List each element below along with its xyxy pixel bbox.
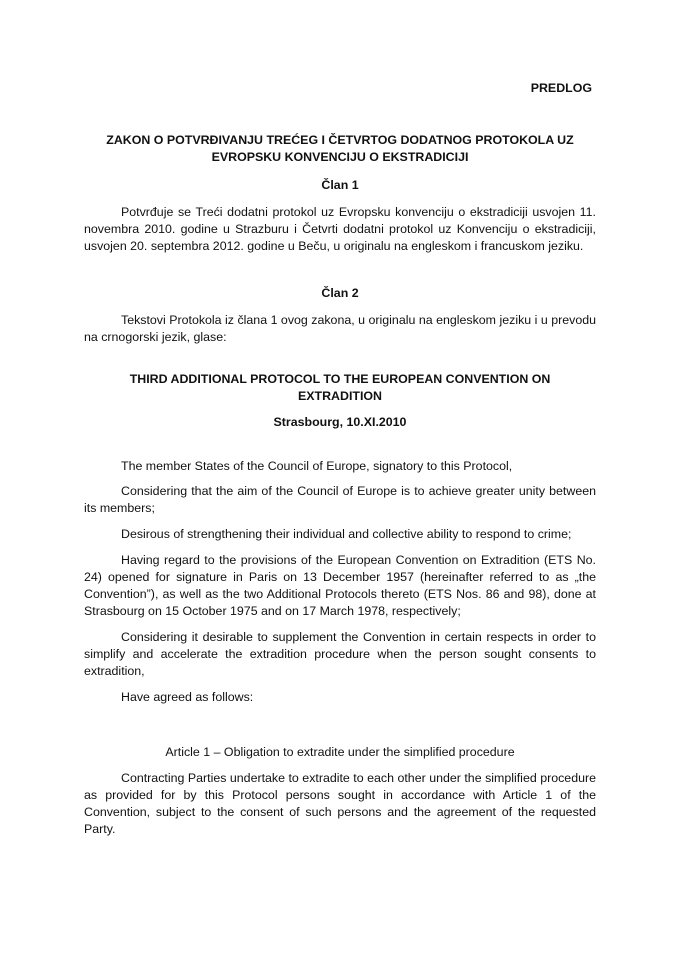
article-heading: Član 1 (321, 178, 359, 192)
protocol-place-date: Strasbourg, 10.XI.2010 (273, 415, 407, 429)
protocol-title-line: EXTRADITION (298, 389, 382, 403)
article-paragraph: Potvrđuje se Treći dodatni protokol uz Evropsku konvenciju o ekstradiciji usvojen 11. novembra 2010. godine u Strazburu i Četvrti dodatni protokol uz Konvenciju o ekstradiciji, usvojen 20. septembra 2012. godine u Beču, u originalu na engleskom i francuskom jeziku. (84, 205, 596, 253)
preamble-paragraph: Having regard to the provisions of the European Convention on Extradition (ETS No. 24) opened for signature in Paris on 13 December 1957 (hereinafter referred to as „the Convention”), as well as the two Additional Protocols thereto (ETS Nos. 86 and 98), done at Strasbourg on 15 October 1975 and on 17 March 1978, respectively; (84, 553, 596, 618)
document-status-label: PREDLOG (530, 81, 592, 95)
preamble-paragraph: Considering it desirable to supplement the Convention in certain respects in order to simplify and accelerate the extradition procedure when the person sought consents to extradition, (84, 630, 596, 678)
preamble-paragraph: The member States of the Council of Europe, signatory to this Protocol, (121, 459, 513, 473)
preamble-paragraph: Have agreed as follows: (121, 690, 254, 704)
law-title (84, 132, 596, 166)
protocol-title (84, 371, 596, 405)
protocol-article-paragraph: Contracting Parties undertake to extradite to each other under the simplified procedure as provided for by this Protocol persons sought in accordance with Article 1 of the Convention, subject to the consent of such persons and the agreement of the requested Party. (84, 771, 596, 836)
preamble-paragraph: Considering that the aim of the Council of Europe is to achieve greater unity between its members; (84, 484, 596, 515)
protocol-article-heading: Article 1 – Obligation to extradite under the simplified procedure (165, 745, 515, 759)
preamble-paragraph: Desirous of strengthening their individual and collective ability to respond to crime; (121, 527, 572, 541)
article-heading: Član 2 (321, 286, 359, 300)
article-paragraph: Tekstovi Protokola iz člana 1 ovog zakona, u originalu na engleskom jeziku i u prevodu na crnogorski jezik, glase: (84, 313, 596, 344)
law-title-line: EVROPSKU KONVENCIJU O EKSTRADICIJI (211, 150, 469, 164)
law-title-line: ZAKON O POTVRĐIVANJU TREĆEG I ČETVRTOG DODATNOG PROTOKOLA UZ (106, 133, 574, 147)
protocol-title-line: THIRD ADDITIONAL PROTOCOL TO THE EUROPEAN CONVENTION ON (129, 372, 551, 386)
